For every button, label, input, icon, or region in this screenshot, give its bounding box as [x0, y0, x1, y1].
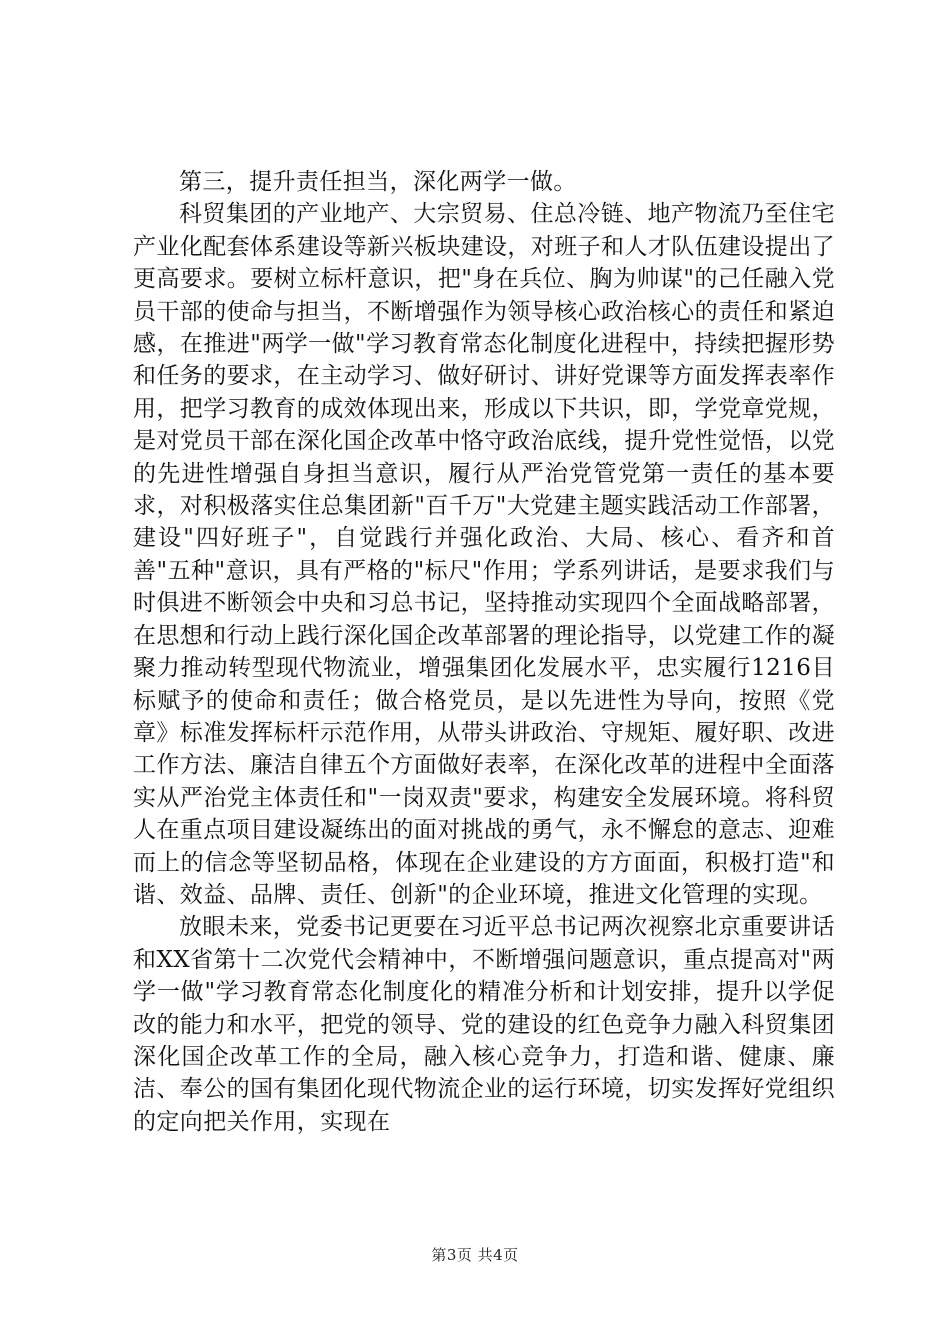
document-body	[133, 166, 835, 1138]
page-number-footer: 第3页 共4页	[431, 1246, 519, 1264]
body-paragraph: 放眼未来，党委书记更要在习近平总书记两次视察北京重要讲话和XX省第十二次党代会精神中，不断增强问题意识，重点提高对"两学一做"学习教育常态化制度化的精准分析和计划安排，提升以学促改的能力和水平，把党的领导、党的建设的红色竞争力融入科贸集团深化国企改革工作的全局，融入核心竞争力，打造和谐、健康、廉洁、奉公的国有集团化现代物流企业的运行环境，切实发挥好党组织的定向把关作用，实现在	[133, 914, 835, 1135]
body-paragraph: 科贸集团的产业地产、大宗贸易、住总冷链、地产物流乃至住宅产业化配套体系建设等新兴板块建设，对班子和人才队伍建设提出了更高要求。要树立标杆意识，把"身在兵位、胸为帅谋"的己任融入党员干部的使命与担当，不断增强作为领导核心政治核心的责任和紧迫感，在推进"两学一做"学习教育常态化制度化进程中，持续把握形势和任务的要求，在主动学习、做好研讨、讲好党课等方面发挥表率作用，把学习教育的成效体现出来，形成以下共识，即，学党章党规，是对党员干部在深化国企改革中恪守政治底线，提升党性觉悟，以党的先进性增强自身担当意识，履行从严治党管党第一责任的基本要求，对积极落实住总集团新"百千万"大党建主题实践活动工作部署，建设"四好班子"，自觉践行并强化政治、大局、核心、看齐和首善"五种"意识，具有严格的"标尺"作用；学系列讲话，是要求我们与时俱进不断领会中央和习总书记，坚持推动实现四个全面战略部署，在思想和行动上践行深化国企改革部署的理论指导，以党建工作的凝聚力推动转型现代物流业，增强集团化发展水平，忠实履行1216目标赋予的使命和责任；做合格党员，是以先进性为导向，按照《党章》标准发挥标杆示范作用，从带头讲政治、守规矩、履好职、改进工作方法、廉洁自律五个方面做好表率，在深化改革的进程中全面落实从严治党主体责任和"一岗双责"要求，构建安全发展环境。将科贸人在重点项目建设凝练出的面对挑战的勇气，永不懈怠的意志、迎难而上的信念等坚韧品格，体现在企业建设的方方面面，积极打造"和谐、效益、品牌、责任、创新"的企业环境，推进文化管理的实现。	[133, 201, 835, 908]
section-heading: 第三，提升责任担当，深化两学一做。	[179, 169, 577, 195]
